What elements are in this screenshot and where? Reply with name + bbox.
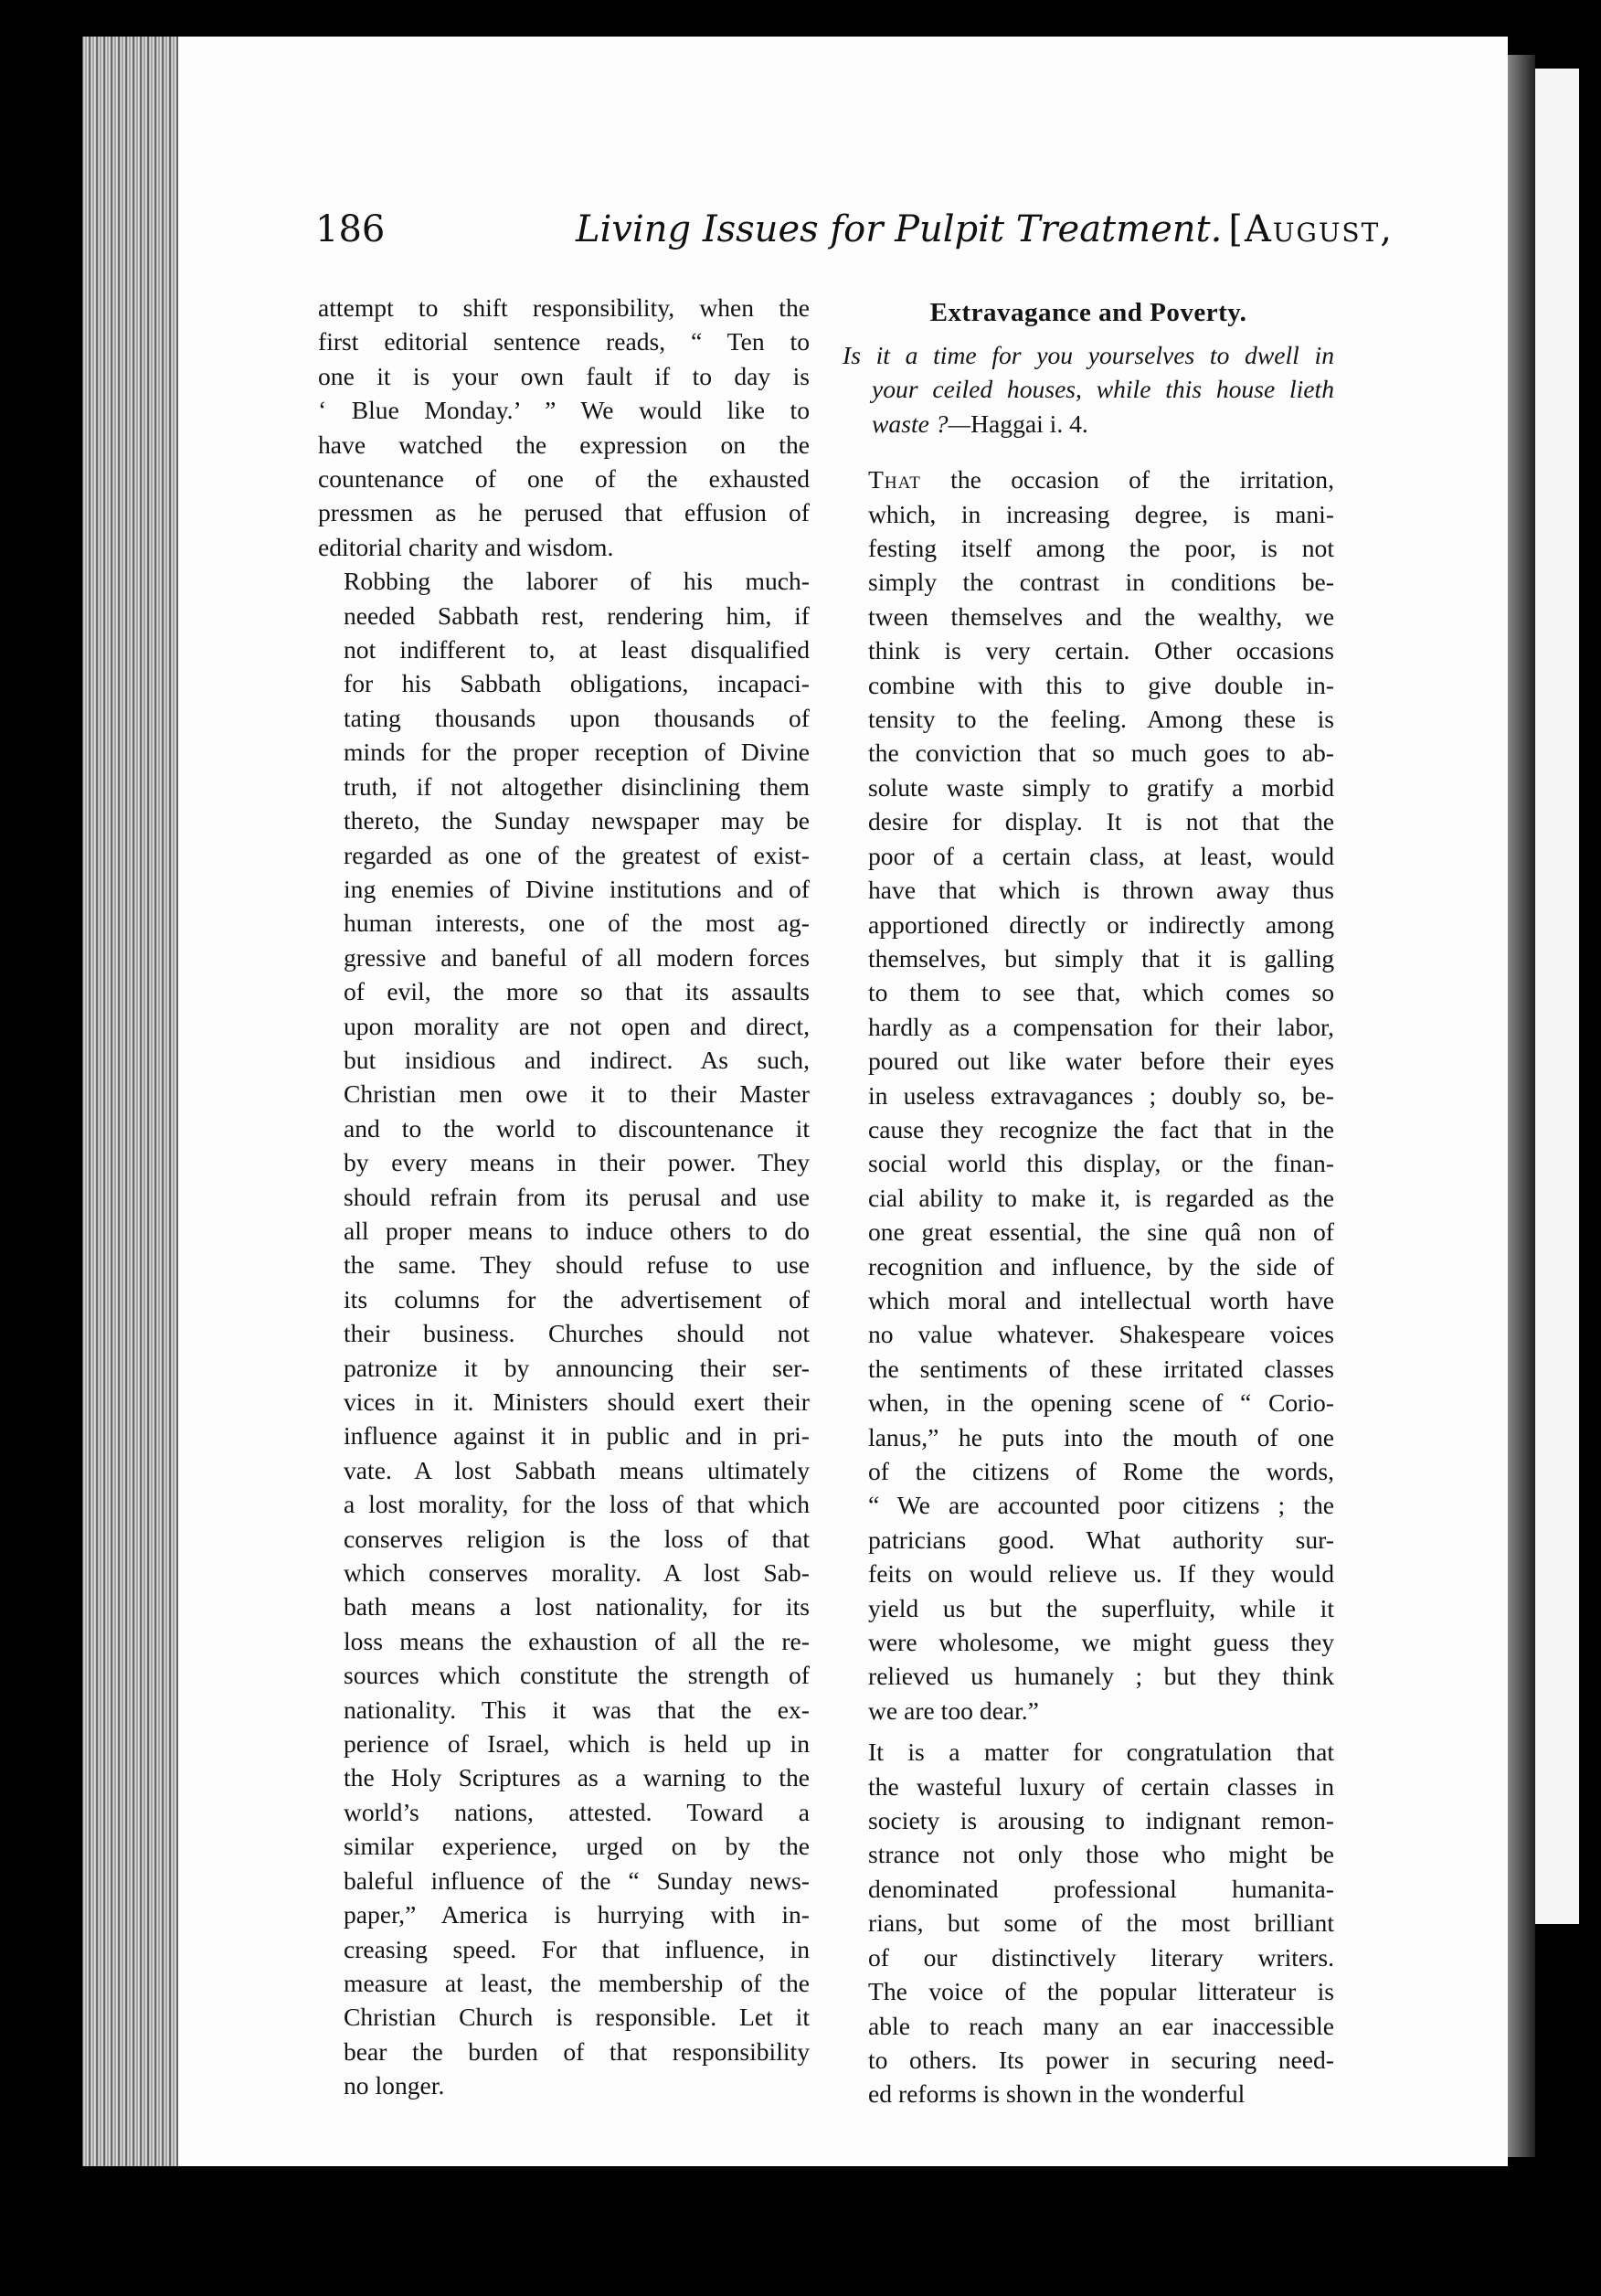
text-line-content: able to reach many an ear inaccessible bbox=[868, 2011, 1334, 2040]
text-line-content: rians, but some of the most brilliant bbox=[868, 1908, 1334, 1938]
text-line bbox=[843, 839, 1334, 873]
text-line-content: one it is your own fault if to day is bbox=[318, 361, 810, 390]
text-line-content: the wasteful luxury of certain classes in bbox=[868, 1771, 1334, 1801]
text-line-content: similar experience, urged on by the bbox=[344, 1832, 810, 1861]
text-line bbox=[843, 600, 1334, 633]
text-line-content: to others. Its power in securing need- bbox=[868, 2045, 1334, 2074]
running-section: [August, bbox=[1228, 208, 1394, 250]
text-line-content: ‘ Blue Monday.’ ” We would like to bbox=[318, 396, 810, 425]
text-line bbox=[318, 462, 810, 495]
text-line bbox=[843, 2009, 1334, 2043]
text-line-content: minds for the proper reception of Divine bbox=[344, 738, 810, 767]
text-line-content: simply the contrast in conditions be- bbox=[868, 568, 1334, 597]
paragraph bbox=[843, 462, 1334, 1727]
text-line bbox=[318, 1453, 810, 1487]
text-line bbox=[318, 1864, 810, 1897]
text-line bbox=[843, 1872, 1334, 1906]
text-line-content: by every means in their power. They bbox=[344, 1148, 810, 1177]
text-line-content: society is arousing to indignant remon- bbox=[868, 1806, 1334, 1835]
text-line-content: tween themselves and the wealthy, we bbox=[868, 601, 1334, 631]
text-line bbox=[318, 1351, 810, 1385]
text-line bbox=[318, 1589, 810, 1623]
text-line bbox=[843, 1940, 1334, 1974]
text-line-content: social world this display, or the finan- bbox=[868, 1149, 1334, 1178]
text-line bbox=[318, 1487, 810, 1521]
text-line bbox=[843, 1659, 1334, 1693]
text-line bbox=[843, 1283, 1334, 1317]
text-line-content: measure at least, the membership of the bbox=[344, 1968, 810, 1997]
text-line-content: should refrain from its perusal and use bbox=[344, 1182, 810, 1211]
article-title: Extravagance and Poverty. bbox=[929, 298, 1247, 327]
text-line-content: upon morality are not open and direct, bbox=[344, 1011, 810, 1040]
text-line bbox=[318, 1111, 810, 1145]
text-line-content: thereto, the Sunday newspaper may be bbox=[344, 806, 810, 835]
text-line bbox=[318, 428, 810, 462]
text-line-content: the same. They should refuse to use bbox=[344, 1250, 810, 1280]
right-column bbox=[843, 291, 1334, 2111]
text-line bbox=[843, 1906, 1334, 1940]
text-line-content: of evil, the more so that its assaults bbox=[344, 977, 810, 1006]
text-line bbox=[843, 1420, 1334, 1454]
text-line-content: no longer. bbox=[344, 2071, 445, 2100]
text-line bbox=[318, 838, 810, 872]
text-line-content: bear the burden of that responsibility bbox=[344, 2036, 810, 2066]
text-line bbox=[318, 393, 810, 427]
text-line-content: in useless extravagances ; doubly so, be- bbox=[868, 1080, 1334, 1110]
text-line-content: vate. A lost Sabbath means ultimately bbox=[344, 1455, 810, 1484]
text-line-content: ed reforms is shown in the wonderful bbox=[868, 2079, 1246, 2109]
text-line bbox=[318, 564, 810, 598]
text-line-content: Christian Church is responsible. Let it bbox=[344, 2003, 810, 2032]
text-line bbox=[318, 291, 810, 324]
text-line-content: tensity to the feeling. Among these is bbox=[868, 705, 1334, 734]
text-line-content: patronize it by announcing their ser- bbox=[344, 1353, 810, 1382]
text-line bbox=[318, 872, 810, 906]
text-line-content: editorial charity and wisdom. bbox=[318, 532, 614, 561]
text-line bbox=[318, 803, 810, 837]
text-line-content: Christian men owe it to their Master bbox=[344, 1079, 810, 1109]
text-line-content: first editorial sentence reads, “ Ten to bbox=[318, 327, 810, 356]
text-line bbox=[318, 1795, 810, 1829]
paragraph bbox=[318, 564, 810, 2102]
text-line-content: for his Sabbath obligations, incapaci- bbox=[344, 669, 810, 698]
text-line bbox=[318, 701, 810, 735]
text-line-content: ing enemies of Divine institutions and of bbox=[344, 874, 810, 903]
text-line bbox=[843, 1010, 1334, 1044]
text-line-content: which, in increasing degree, is mani- bbox=[868, 499, 1334, 528]
text-line bbox=[318, 599, 810, 632]
text-line-content: a lost morality, for the loss of that which bbox=[344, 1490, 810, 1519]
text-line-content: paper,” America is hurrying with in- bbox=[344, 1900, 810, 1929]
text-line-content: and to the world to discountenance it bbox=[344, 1113, 810, 1143]
text-line-content: gressive and baneful of all modern forces bbox=[344, 942, 810, 972]
text-line-content: tating thousands upon thousands of bbox=[344, 703, 810, 732]
text-line-content: cause they recognize the fact that in the bbox=[868, 1114, 1334, 1143]
text-line-content: truth, if not altogether disinclining them bbox=[344, 771, 810, 801]
text-line bbox=[318, 1829, 810, 1863]
text-line bbox=[843, 1181, 1334, 1215]
text-line-content: the conviction that so much goes to ab- bbox=[868, 739, 1334, 768]
text-line bbox=[843, 531, 1334, 565]
text-line bbox=[318, 2000, 810, 2034]
paragraph bbox=[318, 291, 810, 564]
text-line bbox=[318, 1385, 810, 1419]
text-line bbox=[843, 1803, 1334, 1837]
text-line bbox=[843, 1625, 1334, 1659]
text-line-content: recognition and influence, by the side of bbox=[868, 1251, 1334, 1281]
text-line-content: It is a matter for congratulation that bbox=[868, 1738, 1334, 1767]
text-line bbox=[843, 633, 1334, 667]
text-line bbox=[843, 2077, 1334, 2110]
text-line-content: were wholesome, we might guess they bbox=[868, 1628, 1334, 1657]
text-line-content: have that which is thrown away thus bbox=[868, 876, 1334, 905]
text-line-content: bath means a lost nationality, for its bbox=[344, 1592, 810, 1621]
text-line bbox=[843, 1523, 1334, 1557]
text-line bbox=[318, 1316, 810, 1350]
text-line bbox=[843, 1146, 1334, 1180]
text-line-content: countenance of one of the exhausted bbox=[318, 464, 810, 494]
text-line bbox=[843, 1352, 1334, 1386]
text-line bbox=[318, 1693, 810, 1727]
text-line-content: hardly as a compensation for their labor, bbox=[868, 1012, 1334, 1041]
text-line bbox=[318, 1932, 810, 1966]
text-line bbox=[318, 359, 810, 393]
text-line-content: lanus,” he puts into the mouth of one bbox=[868, 1422, 1334, 1451]
text-line bbox=[318, 770, 810, 803]
text-line-content: the occasion of the irritation, bbox=[920, 465, 1334, 494]
text-line-content: combine with this to give double in- bbox=[868, 670, 1334, 699]
text-line-content: nationality. This it was that the ex- bbox=[344, 1695, 810, 1724]
text-line-content: loss means the exhaustion of all the re- bbox=[344, 1626, 810, 1655]
text-line-content: its columns for the advertisement of bbox=[344, 1284, 810, 1313]
text-line bbox=[843, 1317, 1334, 1351]
text-line bbox=[843, 736, 1334, 770]
text-line bbox=[843, 1044, 1334, 1078]
text-line-content: perience of Israel, which is held up in bbox=[344, 1729, 810, 1759]
text-line-content: Robbing the laborer of his much- bbox=[344, 567, 810, 596]
text-line-content: vices in it. Ministers should exert their bbox=[344, 1387, 810, 1416]
text-line bbox=[318, 2068, 810, 2102]
text-line-content: pressmen as he perused that effusion of bbox=[318, 498, 810, 527]
text-line bbox=[318, 1214, 810, 1248]
text-line-content: attempt to shift responsibility, when the bbox=[318, 293, 810, 322]
text-line bbox=[318, 1556, 810, 1589]
text-line bbox=[843, 1079, 1334, 1112]
epigraph-line bbox=[843, 407, 1334, 441]
text-line-content: to them to see that, which comes so bbox=[868, 978, 1334, 1007]
text-line bbox=[318, 941, 810, 974]
text-line bbox=[843, 1112, 1334, 1146]
text-line bbox=[318, 666, 810, 700]
text-line-content: we are too dear.” bbox=[868, 1695, 1039, 1725]
text-line-content: feits on would relieve us. If they would bbox=[868, 1559, 1334, 1589]
text-line-content: one great essential, the sine quâ non of bbox=[868, 1217, 1334, 1247]
text-line-content: relieved us humanely ; but they think bbox=[868, 1662, 1334, 1691]
text-line bbox=[843, 1591, 1334, 1625]
text-line bbox=[843, 975, 1334, 1009]
text-line bbox=[318, 1966, 810, 2000]
running-head bbox=[315, 208, 1394, 263]
page-number: 186 bbox=[315, 208, 386, 250]
text-line bbox=[843, 702, 1334, 736]
text-line bbox=[318, 1145, 810, 1179]
text-line bbox=[843, 771, 1334, 804]
epigraph-line: Is it a time for you yourselves to dwell in bbox=[843, 341, 1334, 369]
text-line bbox=[318, 1624, 810, 1658]
text-line-content: world’s nations, attested. Toward a bbox=[344, 1797, 810, 1826]
text-line-content: “ We are accounted poor citizens ; the bbox=[868, 1491, 1334, 1520]
text-line bbox=[843, 668, 1334, 702]
text-line bbox=[843, 1735, 1334, 1769]
text-line-content: sources which constitute the strength of bbox=[344, 1661, 810, 1690]
text-line bbox=[843, 497, 1334, 531]
epigraph-line-text: waste ?— bbox=[872, 409, 971, 438]
text-line bbox=[843, 1974, 1334, 2008]
left-column bbox=[318, 291, 810, 2103]
text-line bbox=[843, 1215, 1334, 1249]
text-line-content: themselves, but simply that it is galling bbox=[868, 943, 1334, 973]
text-line bbox=[843, 1249, 1334, 1283]
text-line bbox=[318, 1282, 810, 1316]
text-line-content: human interests, one of the most ag- bbox=[344, 909, 810, 938]
text-line bbox=[318, 1760, 810, 1794]
text-line bbox=[843, 1488, 1334, 1522]
text-line-content: their business. Churches should not bbox=[344, 1319, 810, 1348]
paragraph-lead-word: That bbox=[868, 465, 921, 494]
text-line bbox=[318, 1248, 810, 1281]
text-line bbox=[318, 974, 810, 1008]
text-line bbox=[843, 565, 1334, 599]
text-line-content: apportioned directly or indirectly among bbox=[868, 909, 1334, 939]
text-line bbox=[318, 1522, 810, 1556]
text-line-content: The voice of the popular litterateur is bbox=[868, 1977, 1334, 2006]
text-line-content: the Holy Scriptures as a warning to the bbox=[344, 1763, 810, 1792]
text-line bbox=[318, 324, 810, 358]
text-line bbox=[843, 1694, 1334, 1727]
text-line-content: all proper means to induce others to do bbox=[344, 1216, 810, 1245]
text-line bbox=[318, 495, 810, 529]
text-line bbox=[843, 462, 1334, 496]
text-line-content: desire for display. It is not that the bbox=[868, 807, 1334, 836]
text-line bbox=[318, 2035, 810, 2068]
text-line-content: when, in the opening scene of “ Corio- bbox=[868, 1388, 1334, 1418]
text-line-content: which conserves morality. A lost Sab- bbox=[344, 1558, 810, 1588]
text-line-content: poor of a certain class, at least, would bbox=[868, 841, 1334, 870]
text-line bbox=[318, 735, 810, 769]
text-line-content: needed Sabbath rest, rendering him, if bbox=[344, 601, 810, 630]
text-line bbox=[318, 1727, 810, 1760]
text-line bbox=[843, 941, 1334, 975]
text-line bbox=[843, 873, 1334, 907]
text-line-content: baleful influence of the “ Sunday news- bbox=[344, 1866, 810, 1895]
text-line-content: no value whatever. Shakespeare voices bbox=[868, 1320, 1334, 1349]
text-line-content: poured out like water before their eyes bbox=[868, 1047, 1334, 1076]
text-line-content: the sentiments of these irritated classes bbox=[868, 1354, 1334, 1383]
text-line bbox=[318, 1043, 810, 1077]
text-line-content: influence against it in public and in pri- bbox=[344, 1421, 810, 1451]
text-line-content: strance not only those who might be bbox=[868, 1840, 1334, 1869]
scripture-reference: Haggai i. 4. bbox=[970, 409, 1088, 438]
text-line-content: cial ability to make it, is regarded as the bbox=[868, 1183, 1334, 1212]
text-line bbox=[843, 804, 1334, 838]
text-line-content: conserves religion is the loss of that bbox=[344, 1524, 810, 1553]
text-line bbox=[318, 530, 810, 564]
epigraph-line: your ceiled houses, while this house lieth bbox=[872, 375, 1334, 404]
text-line bbox=[318, 1180, 810, 1214]
text-line bbox=[843, 1770, 1334, 1803]
text-line bbox=[318, 1419, 810, 1452]
text-line bbox=[318, 1009, 810, 1043]
text-line bbox=[843, 1837, 1334, 1871]
text-line-content: which moral and intellectual worth have bbox=[868, 1285, 1334, 1314]
text-line bbox=[843, 2043, 1334, 2077]
text-line-content: yield us but the superfluity, while it bbox=[868, 1593, 1334, 1622]
text-line bbox=[318, 1897, 810, 1931]
epigraph bbox=[843, 338, 1334, 441]
text-line-content: denominated professional humanita- bbox=[868, 1874, 1334, 1903]
text-line bbox=[318, 632, 810, 666]
text-line-content: not indifferent to, at least disqualified bbox=[344, 635, 810, 664]
text-line bbox=[843, 1557, 1334, 1590]
text-line bbox=[843, 1454, 1334, 1488]
text-line-content: regarded as one of the greatest of exist- bbox=[344, 840, 810, 869]
running-title: Living Issues for Pulpit Treatment. bbox=[576, 208, 1223, 250]
text-line-content: but insidious and indirect. As such, bbox=[344, 1045, 810, 1074]
text-line-content: solute waste simply to gratify a morbid bbox=[868, 772, 1334, 802]
text-line-content: festing itself among the poor, is not bbox=[868, 534, 1334, 563]
paragraph bbox=[843, 1735, 1334, 2110]
text-line bbox=[318, 1077, 810, 1111]
text-line bbox=[843, 1386, 1334, 1419]
text-line bbox=[843, 908, 1334, 941]
text-line-content: patricians good. What authority sur- bbox=[868, 1525, 1334, 1554]
book-page-edges bbox=[82, 37, 183, 2166]
text-line-content: of the citizens of Rome the words, bbox=[868, 1457, 1334, 1485]
text-line-content: have watched the expression on the bbox=[318, 430, 810, 459]
text-line bbox=[318, 1658, 810, 1692]
text-line-content: creasing speed. For that influence, in bbox=[344, 1934, 810, 1963]
text-line-content: of our distinctively literary writers. bbox=[868, 1942, 1334, 1972]
text-line bbox=[318, 906, 810, 940]
text-line-content: think is very certain. Other occasions bbox=[868, 636, 1334, 665]
